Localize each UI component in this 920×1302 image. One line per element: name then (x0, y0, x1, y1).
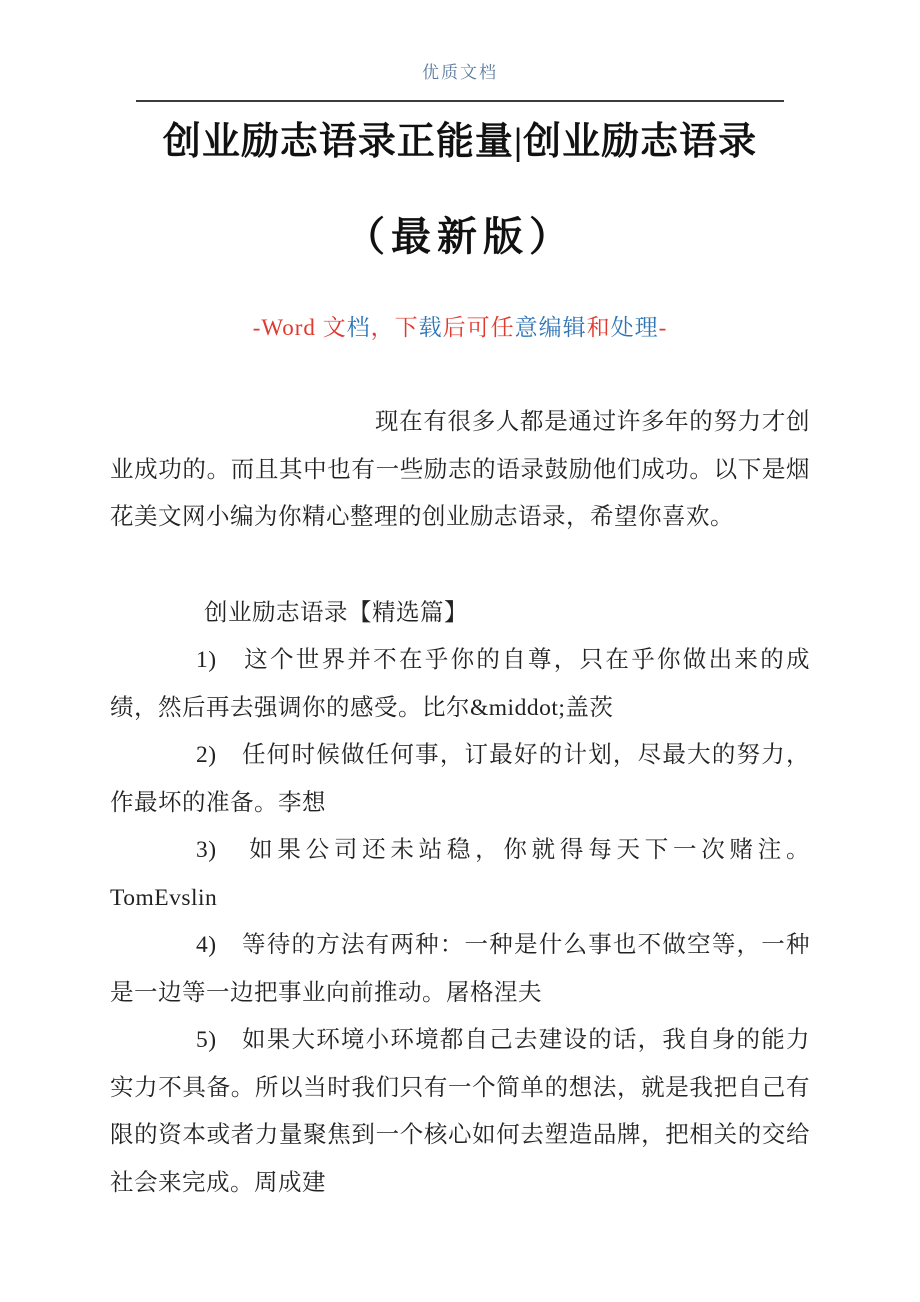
notice-text-segment: 档 (346, 315, 371, 340)
notice-text-segment: 后可任 (442, 315, 515, 340)
document-title: 创业励志语录正能量|创业励志语录 (162, 121, 758, 163)
notice-text-segment: ，下 (370, 315, 419, 340)
paragraph-item: 2) 任何时候做任何事，订最好的计划，尽最大的努力，作最坏的准备。李想 (110, 742, 810, 816)
header-divider (136, 100, 784, 102)
notice-text-segment: 载 (418, 315, 443, 340)
document-subtitle: （最新版） (345, 214, 575, 259)
editable-notice-line (0, 311, 920, 345)
notice-text-segment: 意编辑 (514, 315, 587, 340)
paragraph-intro: 现在有很多人都是通过许多年的努力才创业成功的。而且其中也有一些励志的语录鼓励他们成功。以下是烟花美文网小编为你精心整理的创业励志语录，希望你喜欢。 (110, 409, 810, 530)
page-header-label: 优质文档 (422, 63, 498, 82)
notice-text-segment: 处理 (610, 315, 659, 340)
paragraph-section: 创业励志语录【精选篇】 (204, 599, 468, 626)
paragraph-item: 1) 这个世界并不在乎你的自尊，只在乎你做出来的成绩，然后再去强调你的感受。比尔&middot;盖茨 (110, 647, 810, 721)
paragraph-item: 5) 如果大环境小环境都自己去建设的话，我自身的能力实力不具备。所以当时我们只有一个简单的想法，就是我把自己有限的资本或者力量聚焦到一个核心如何去塑造品牌，把相关的交给社会来完成。周成建 (110, 1027, 810, 1196)
paragraph-item: 3) 如果公司还未站稳，你就得每天下一次赌注。TomEvslin (110, 837, 810, 911)
document-body (0, 399, 920, 1207)
paragraph-item: 4) 等待的方法有两种：一种是什么事也不做空等，一种是一边等一边把事业向前推动。屠格涅夫 (110, 932, 810, 1006)
notice-text-segment: - (658, 315, 668, 340)
notice-text-segment: 和 (586, 315, 611, 340)
notice-text-segment: -Word 文 (252, 315, 347, 340)
